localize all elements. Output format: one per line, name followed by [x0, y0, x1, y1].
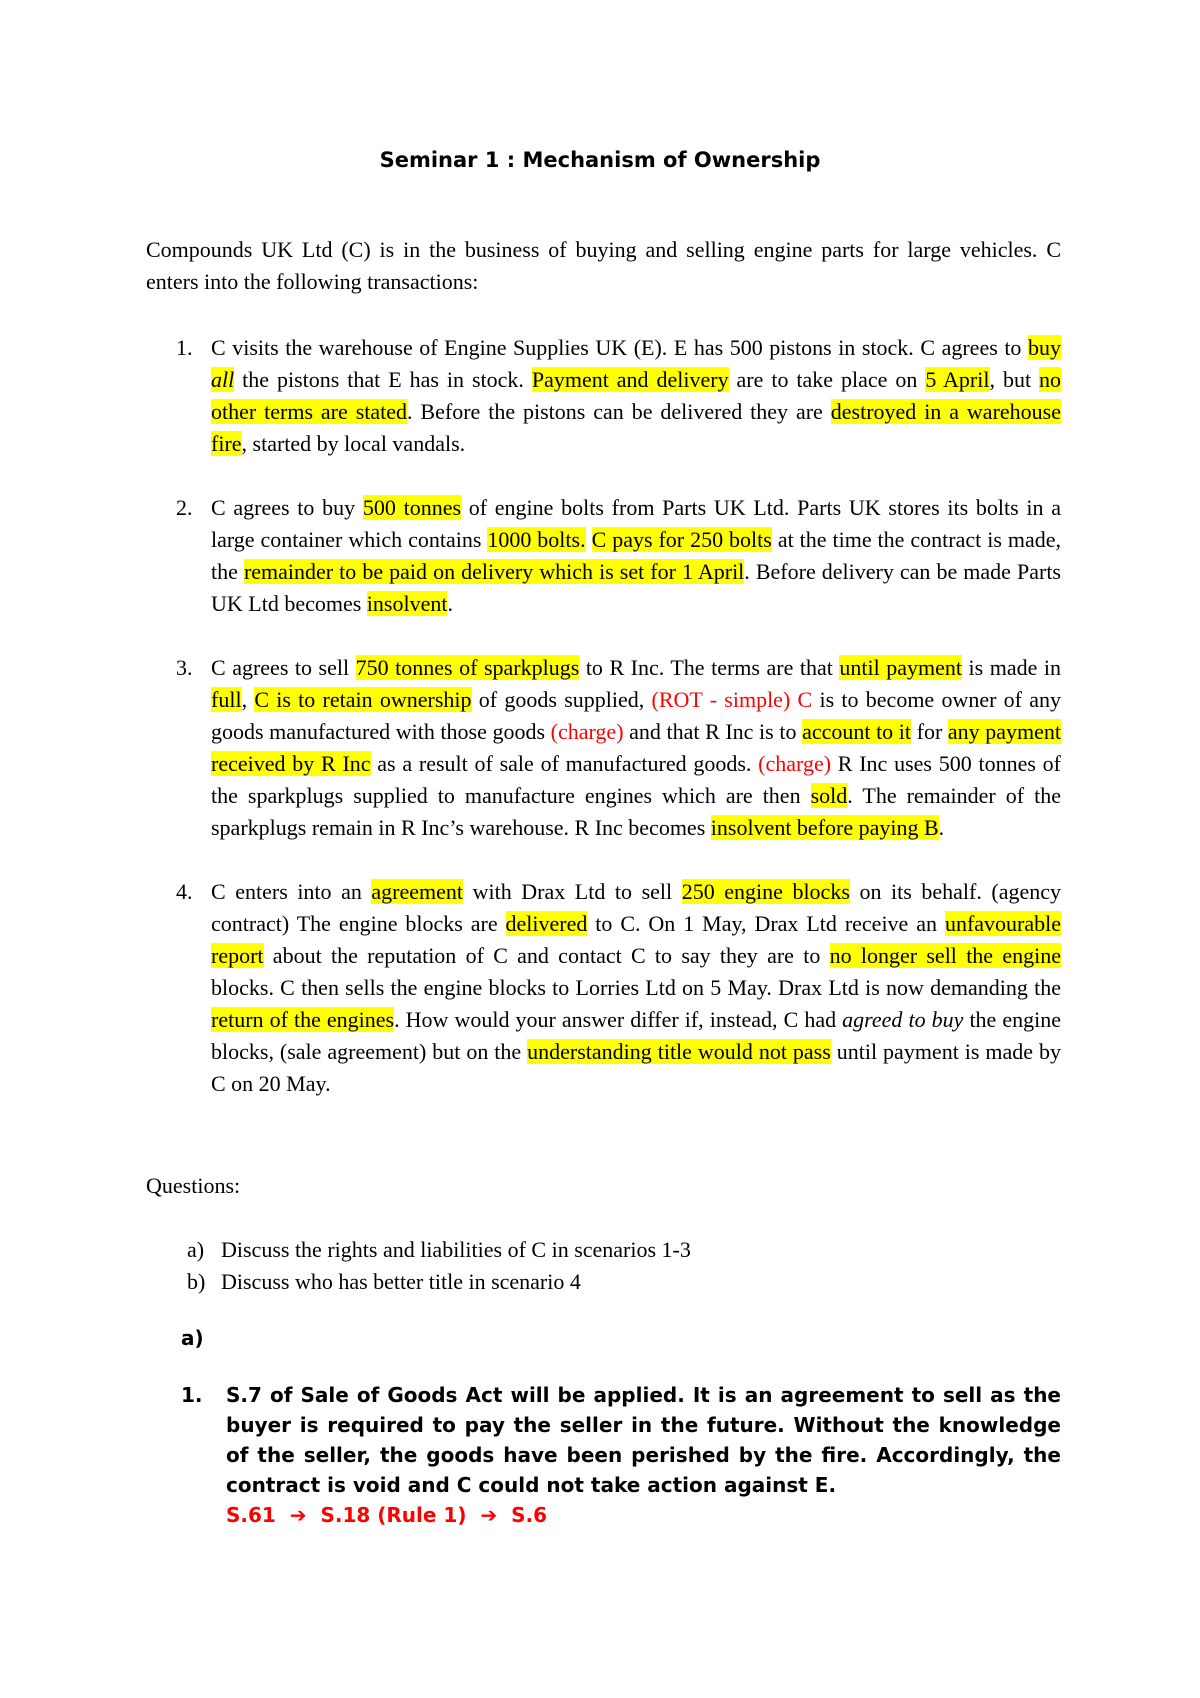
highlighted-text: C pays for 250 bolts: [591, 527, 772, 552]
scenario-number: 4.: [176, 879, 193, 904]
reference-part: S.18 (Rule 1): [320, 1503, 467, 1527]
text-run: C visits the warehouse of Engine Supplies UK (E). E has 500 pistons in stock. C agrees to: [211, 335, 1028, 360]
highlighted-text: agreement: [371, 879, 464, 904]
text-run: with Drax Ltd to sell: [463, 879, 682, 904]
highlighted-text: delivered: [505, 911, 588, 936]
scenario-item: [146, 876, 1061, 1100]
highlighted-text: understanding title would not pass: [527, 1039, 831, 1064]
answer-list: [181, 1380, 1061, 1530]
text-run: are to take place on: [728, 367, 926, 392]
answer-reference: [226, 1500, 1061, 1530]
answer-section-label: a): [181, 1326, 204, 1350]
arrow-right-icon: ➔: [282, 1503, 314, 1527]
text-run: until payment is made by C on 20 May.: [211, 1039, 1061, 1096]
scenario-text: [211, 879, 1061, 1096]
text-run: is to become owner of any goods manufactured with those goods: [211, 687, 1062, 744]
question-item: [175, 1234, 1061, 1266]
text-run: and that R Inc is to: [623, 719, 803, 744]
highlighted-text: insolvent: [366, 591, 448, 616]
scenario-text: [211, 495, 1061, 616]
highlighted-text: sold: [810, 783, 848, 808]
text-run: of engine bolts from Parts UK Ltd. Parts UK stores its bolts in a large container which contains: [211, 495, 1062, 552]
text-run: to C. On 1 May, Drax Ltd receive an: [587, 911, 945, 936]
text-run: C agrees to sell: [211, 655, 356, 680]
scenario-number: 1.: [176, 335, 193, 360]
questions-label: Questions:: [146, 1173, 241, 1198]
text-run: [586, 527, 592, 552]
text-run: .: [447, 591, 453, 616]
question-text: Discuss the rights and liabilities of C in scenarios 1-3: [221, 1237, 691, 1262]
reference-part: S.6: [511, 1503, 548, 1527]
highlighted-text: 250 engine blocks: [681, 879, 850, 904]
text-run: as a result of sale of manufactured goods.: [370, 751, 759, 776]
page-title: Seminar 1 : Mechanism of Ownership: [379, 148, 821, 172]
intro-paragraph: Compounds UK Ltd (C) is in the business of buying and selling engine parts for large vehicles. C enters into the following transactions:: [146, 237, 1061, 294]
highlighted-text: until payment: [839, 655, 963, 680]
text-run: at the time the contract is made, the: [211, 527, 1061, 584]
question-text: Discuss who has better title in scenario 4: [221, 1269, 581, 1294]
highlighted-text: 1000 bolts.: [487, 527, 586, 552]
text-run: . Before delivery can be made Parts UK Ltd becomes: [211, 559, 1061, 616]
highlighted-text: full: [211, 687, 242, 712]
reference-part: S.61: [226, 1503, 276, 1527]
highlighted-text: insolvent before paying B: [710, 815, 939, 840]
highlighted-text: 750 tonnes of sparkplugs: [355, 655, 580, 680]
highlighted-text: 5 April: [925, 367, 990, 392]
question-label: b): [187, 1269, 206, 1294]
highlighted-text: C is to retain ownership: [254, 687, 472, 712]
text-run: R Inc uses 500 tonnes of the sparkplugs supplied to manufacture engines which are then: [211, 751, 1061, 808]
text-run: the engine blocks, (sale agreement) but on the: [211, 1007, 1062, 1064]
answer-item: [181, 1380, 1061, 1530]
text-run: agreed to buy: [842, 1007, 964, 1032]
text-run: . The remainder of the sparkplugs remain in R Inc’s warehouse. R Inc becomes: [211, 783, 1061, 840]
scenario-item: [146, 492, 1061, 620]
scenario-number: 2.: [176, 495, 193, 520]
scenario-text: [211, 655, 1061, 840]
text-run: ,: [241, 687, 255, 712]
question-label: a): [187, 1237, 205, 1262]
text-run: on its behalf. (agency contract) The engine blocks are: [211, 879, 1061, 936]
highlighted-text: 500 tonnes: [362, 495, 462, 520]
highlighted-text: destroyed in a warehouse fire: [211, 399, 1061, 456]
text-run: . Before the pistons can be delivered they are: [407, 399, 831, 424]
highlighted-text: all: [211, 367, 235, 392]
highlighted-text: account to it: [802, 719, 912, 744]
text-run: the pistons that E has in stock.: [234, 367, 532, 392]
highlighted-text: remainder to be paid on delivery which is set for 1 April: [243, 559, 745, 584]
text-run: for: [911, 719, 948, 744]
highlighted-text: no other terms are stated: [211, 367, 1062, 424]
question-item: [175, 1266, 1061, 1298]
text-run: , but: [989, 367, 1040, 392]
highlighted-text: no longer sell the engine: [829, 943, 1061, 968]
text-run: .: [938, 815, 945, 840]
text-run: [790, 687, 797, 712]
text-run: blocks. C then sells the engine blocks to Lorries Ltd on 5 May. Drax Ltd is now demanding the: [211, 975, 1061, 1000]
text-run: of goods supplied,: [471, 687, 652, 712]
answer-number: 1.: [181, 1383, 203, 1407]
highlighted-text: Payment and delivery: [531, 367, 729, 392]
text-run: C enters into an: [211, 879, 372, 904]
text-run: C agrees to buy: [211, 495, 363, 520]
annotation-text: C: [797, 687, 813, 712]
highlighted-text: buy: [1028, 335, 1061, 360]
text-run: about the reputation of C and contact C to say they are to: [263, 943, 830, 968]
text-run: to R Inc. The terms are that: [579, 655, 840, 680]
text-run: , started by local vandals.: [241, 431, 466, 456]
annotation-text: (charge): [758, 751, 832, 776]
scenario-number: 3.: [176, 655, 193, 680]
text-run: is made in: [962, 655, 1062, 680]
scenario-item: [146, 652, 1061, 844]
scenario-item: [146, 332, 1061, 460]
scenario-text: [211, 335, 1061, 456]
answer-text: S.7 of Sale of Goods Act will be applied. It is an agreement to sell as the buyer is required to pay the seller in the future. Without the knowledge of the seller, the goods have been perished by the fire. Accordingly, the contract is void and C could not take action against E.: [226, 1383, 1061, 1497]
highlighted-text: unfavourable report: [211, 911, 1061, 968]
annotation-text: (charge): [550, 719, 624, 744]
question-list: [175, 1234, 1061, 1298]
arrow-right-icon: ➔: [473, 1503, 505, 1527]
highlighted-text: any payment received by R Inc: [211, 719, 1062, 776]
annotation-text: (ROT - simple): [651, 687, 791, 712]
highlighted-text: return of the engines: [211, 1007, 395, 1032]
scenario-list: [146, 332, 1061, 1132]
text-run: . How would your answer differ if, instead, C had: [394, 1007, 843, 1032]
